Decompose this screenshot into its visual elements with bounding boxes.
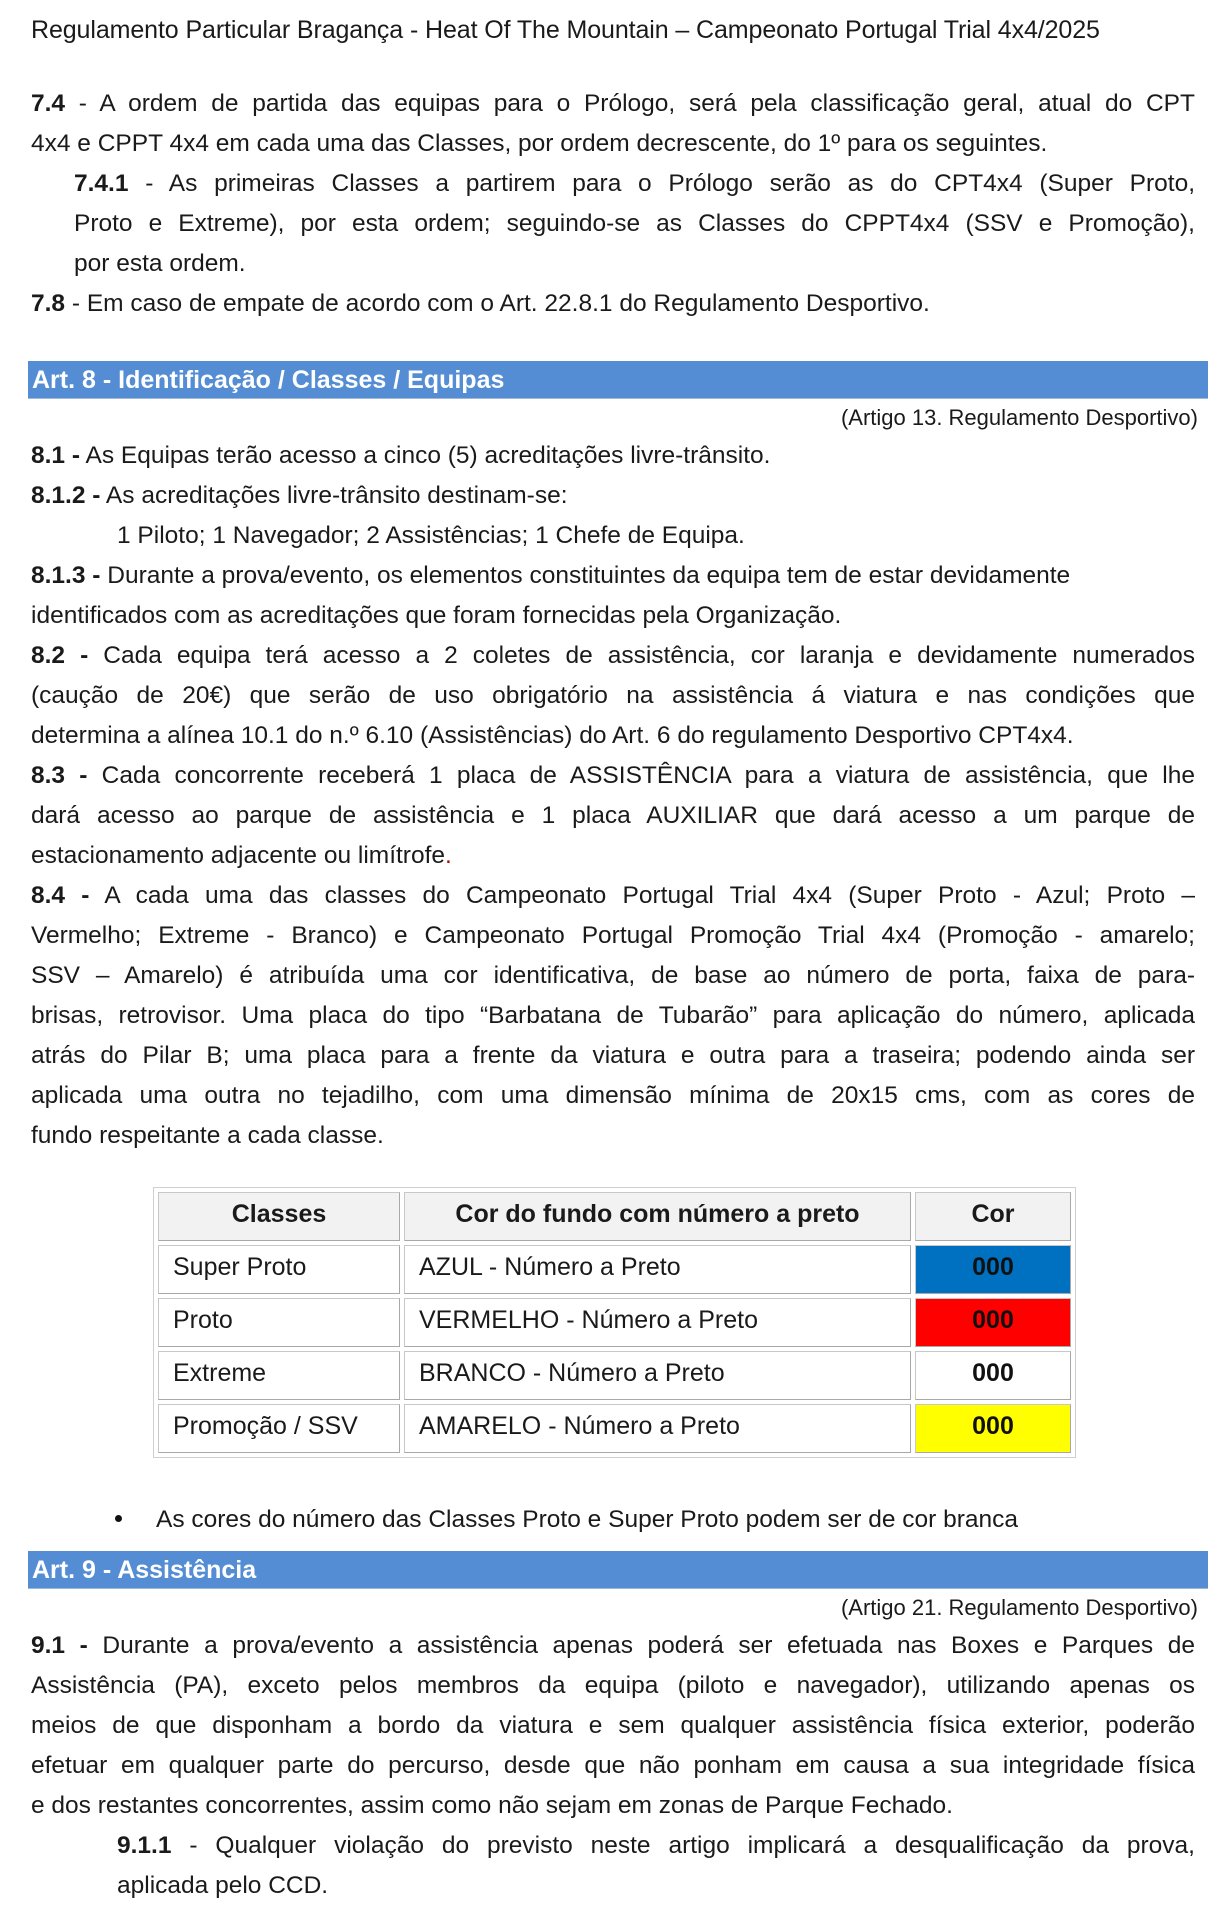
paragraph-line: Cada equipa terá acesso a 2 coletes de assistência, cor laranja e devidamente numerados [88,642,1196,669]
paragraph-7-4 [31,84,1195,164]
clause-number: 8.1.2 - [31,482,101,509]
color-swatch-cell: 000 [915,1404,1071,1453]
note-text: As cores do número das Classes Proto e Super Proto podem ser de cor branca [156,1506,1019,1533]
table-header-row [158,1192,1071,1241]
column-header-background-color: Cor do fundo com número a preto [404,1192,911,1241]
paragraph-line: Proto e Extreme), por esta ordem; seguindo-se as Classes do CPPT4x4 (SSV e Promoção), [74,210,1195,237]
paragraph-8-1-2-detail [117,516,1195,556]
paragraph-line: determina a alínea 10.1 do n.º 6.10 (Assistências) do Art. 6 do regulamento Desportivo CPT4x4. [31,722,1074,749]
class-color-table [153,1187,1076,1458]
paragraph-line: Assistência (PA), exceto pelos membros da equipa (piloto e navegador), utilizando apenas os [31,1672,1195,1699]
clause-number: 8.3 - [31,762,88,789]
paragraph-line: - Em caso de empate de acordo com o Art. 22.8.1 do Regulamento Desportivo. [65,290,930,317]
column-header-classes: Classes [158,1192,400,1241]
paragraph-line: identificados com as acreditações que foram fornecidas pela Organização. [31,602,842,629]
clause-number: 7.4 [31,90,66,117]
bullet-icon [115,1515,122,1522]
class-name-cell: Extreme [158,1351,400,1400]
clause-number: 7.4.1 [74,170,129,197]
paragraph-line: aplicada uma outra no tejadilho, com uma dimensão mínima de 20x15 cms, com as cores de [31,1082,1195,1109]
article-9-heading: Art. 9 - Assistência [28,1551,1208,1589]
paragraph-8-1-3 [31,556,1195,636]
paragraph-line: A cada uma das classes do Campeonato Portugal Trial 4x4 (Super Proto - Azul; Proto – [89,882,1195,909]
paragraph-line: - A ordem de partida das equipas para o Prólogo, será pela classificação geral, atual do CPT [65,90,1195,117]
table-row [158,1404,1071,1453]
paragraph-line: brisas, retrovisor. Uma placa do tipo “Barbatana de Tubarão” para aplicação do número, aplicada [31,1002,1195,1029]
paragraph-8-1-2 [31,476,1195,516]
paragraph-8-1 [31,436,1195,476]
color-swatch-cell: 000 [915,1298,1071,1347]
paragraph-line: fundo respeitante a cada classe. [31,1122,384,1149]
paragraph-line: Durante a prova/evento, os elementos constituintes da equipa tem de estar devidamente [100,562,1071,589]
article-9-reference: (Artigo 21. Regulamento Desportivo) [840,1595,1198,1620]
paragraph-line: estacionamento adjacente ou limítrofe [31,842,446,869]
paragraph-8-4 [31,876,1195,1156]
paragraph-line: As acreditações livre-trânsito destinam-se: [100,482,568,509]
background-description-cell: BRANCO - Número a Preto [404,1351,911,1400]
paragraph-line: Cada concorrente receberá 1 placa de ASSISTÊNCIA para a viatura de assistência, que lhe [87,762,1195,789]
clause-number: 9.1.1 [117,1832,172,1859]
paragraph-line: - As primeiras Classes a partirem para o Prólogo serão as do CPT4x4 (Super Proto, [128,170,1195,197]
table-row [158,1245,1071,1294]
paragraph-9-1 [31,1626,1195,1826]
paragraph-line: 1 Piloto; 1 Navegador; 2 Assistências; 1 Chefe de Equipa. [117,522,745,549]
paragraph-line: efetuar em qualquer parte do percurso, desde que não ponham em causa a sua integridade física [31,1752,1195,1779]
background-description-cell: VERMELHO - Número a Preto [404,1298,911,1347]
color-swatch-cell: 000 [915,1351,1071,1400]
paragraph-line: Vermelho; Extreme - Branco) e Campeonato Portugal Promoção Trial 4x4 (Promoção - amarelo; [31,922,1195,949]
background-description-cell: AMARELO - Número a Preto [404,1404,911,1453]
clause-number: 9.1 - [31,1632,88,1659]
paragraph-line: por esta ordem. [74,250,246,277]
column-header-color: Cor [915,1192,1071,1241]
paragraph-line: SSV – Amarelo) é atribuída uma cor identificativa, de base ao número de porta, faixa de para- [31,962,1195,989]
background-description-cell: AZUL - Número a Preto [404,1245,911,1294]
trailing-period: . [445,842,452,869]
paragraph-line: e dos restantes concorrentes, assim como não sejam em zonas de Parque Fechado. [31,1792,953,1819]
paragraph-8-3 [31,756,1195,876]
paragraph-line: (caução de 20€) que serão de uso obrigatório na assistência á viatura e nas condições que [31,682,1195,709]
paragraph-line: As Equipas terão acesso a cinco (5) acreditações livre-trânsito. [80,442,771,469]
color-swatch-cell: 000 [915,1245,1071,1294]
class-name-cell: Promoção / SSV [158,1404,400,1453]
paragraph-line: aplicada pelo CCD. [117,1872,329,1899]
table-row [158,1298,1071,1347]
clause-number: 8.2 - [31,642,89,669]
paragraph-7-8 [31,284,1195,324]
paragraph-line: meios de que disponham a bordo da viatura e sem qualquer assistência física exterior, poderão [31,1712,1195,1739]
article-8-reference: (Artigo 13. Regulamento Desportivo) [840,405,1198,430]
note-bullet [115,1506,1018,1534]
paragraph-line: 4x4 e CPPT 4x4 em cada uma das Classes, por ordem decrescente, do 1º para os seguintes. [31,130,1048,157]
clause-number: 8.4 - [31,882,90,909]
clause-number: 8.1.3 - [31,562,101,589]
class-name-cell: Super Proto [158,1245,400,1294]
article-8-heading: Art. 8 - Identificação / Classes / Equipas [28,361,1208,399]
class-name-cell: Proto [158,1298,400,1347]
paragraph-line: - Qualquer violação do previsto neste artigo implicará a desqualificação da prova, [171,1832,1195,1859]
table-row [158,1351,1071,1400]
paragraph-7-4-1 [74,164,1195,284]
paragraph-9-1-1 [117,1826,1195,1906]
clause-number: 8.1 - [31,442,81,469]
document-running-header: Regulamento Particular Bragança - Heat Of The Mountain – Campeonato Portugal Trial 4x4/2025 [31,16,1100,44]
paragraph-line: atrás do Pilar B; uma placa para a frente da viatura e outra para a traseira; podendo ainda ser [31,1042,1195,1069]
clause-number: 7.8 [31,290,66,317]
paragraph-line: dará acesso ao parque de assistência e 1 placa AUXILIAR que dará acesso a um parque de [31,802,1195,829]
paragraph-line: Durante a prova/evento a assistência apenas poderá ser efetuada nas Boxes e Parques de [87,1632,1195,1659]
paragraph-8-2 [31,636,1195,756]
